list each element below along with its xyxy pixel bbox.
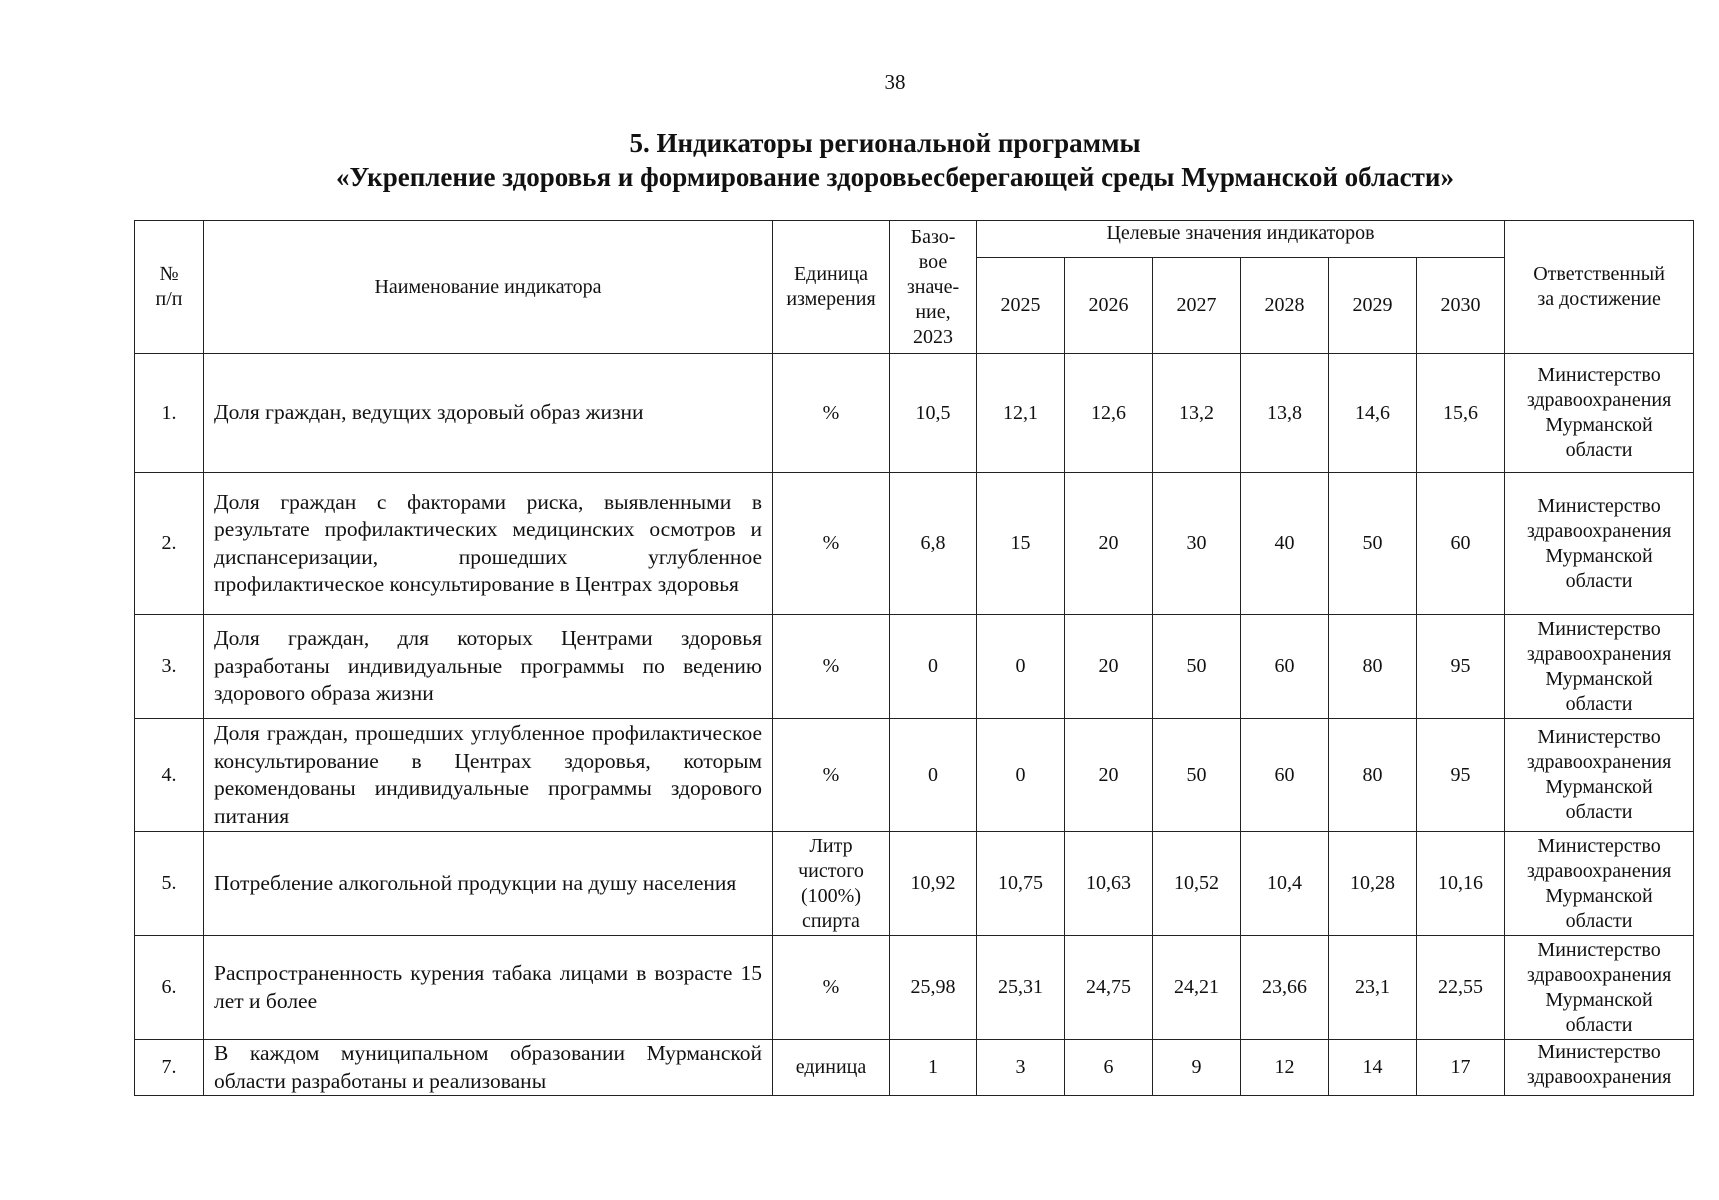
target-value: 15 — [977, 473, 1065, 615]
target-value: 95 — [1417, 615, 1505, 719]
header-year: 2025 — [977, 258, 1065, 354]
table-row — [135, 936, 1694, 1040]
unit: % — [773, 473, 890, 615]
target-value: 6 — [1065, 1040, 1153, 1096]
indicators-table — [134, 220, 1694, 1096]
target-value: 10,75 — [977, 832, 1065, 936]
base-value: 10,5 — [890, 354, 977, 473]
target-value: 15,6 — [1417, 354, 1505, 473]
table-row — [135, 719, 1694, 832]
section-title: 5. Индикаторы региональной программы — [629, 128, 1141, 158]
responsible: Министерство здравоохранения Мурманской области — [1505, 354, 1694, 473]
target-value: 80 — [1329, 615, 1417, 719]
base-value: 6,8 — [890, 473, 977, 615]
responsible: Министерство здравоохранения Мурманской области — [1505, 719, 1694, 832]
indicator-name: Потребление алкогольной продукции на душу населения — [204, 832, 773, 936]
target-value: 22,55 — [1417, 936, 1505, 1040]
target-value: 95 — [1417, 719, 1505, 832]
target-value: 14,6 — [1329, 354, 1417, 473]
unit: Литр чистого (100%) спирта — [773, 832, 890, 936]
responsible: Министерство здравоохранения Мурманской области — [1505, 473, 1694, 615]
table-row — [135, 354, 1694, 473]
base-value: 10,92 — [890, 832, 977, 936]
target-value: 9 — [1153, 1040, 1241, 1096]
base-value: 1 — [890, 1040, 977, 1096]
header-year: 2030 — [1417, 258, 1505, 354]
target-value: 14 — [1329, 1040, 1417, 1096]
program-title: «Укрепление здоровья и формирование здоровьесберегающей среды Мурманской области» — [336, 162, 1454, 192]
target-value: 40 — [1241, 473, 1329, 615]
header-year: 2029 — [1329, 258, 1417, 354]
header-num: № п/п — [135, 221, 204, 354]
target-value: 12 — [1241, 1040, 1329, 1096]
indicator-name: Доля граждан с факторами риска, выявленными в результате профилактических медицинских осмотров и диспансеризации, прошедших углубленное профилактическое консультирование в Центрах здоровья — [204, 473, 773, 615]
target-value: 50 — [1153, 719, 1241, 832]
target-value: 20 — [1065, 473, 1153, 615]
indicator-name: В каждом муниципальном образовании Мурманской области разработаны и реализованы — [204, 1040, 773, 1096]
indicator-name: Распространенность курения табака лицами в возрасте 15 лет и более — [204, 936, 773, 1040]
header-unit: Единица измерения — [773, 221, 890, 354]
target-value: 50 — [1329, 473, 1417, 615]
table-row — [135, 615, 1694, 719]
table-row — [135, 1040, 1694, 1096]
target-value: 23,66 — [1241, 936, 1329, 1040]
target-value: 50 — [1153, 615, 1241, 719]
header-target-values: Целевые значения индикаторов — [977, 221, 1505, 258]
target-value: 10,52 — [1153, 832, 1241, 936]
target-value: 20 — [1065, 615, 1153, 719]
target-value: 13,8 — [1241, 354, 1329, 473]
target-value: 3 — [977, 1040, 1065, 1096]
row-num: 7. — [135, 1040, 204, 1096]
responsible: Министерство здравоохранения Мурманской области — [1505, 615, 1694, 719]
row-num: 3. — [135, 615, 204, 719]
unit: % — [773, 936, 890, 1040]
target-value: 10,16 — [1417, 832, 1505, 936]
responsible: Министерство здравоохранения Мурманской области — [1505, 832, 1694, 936]
row-num: 5. — [135, 832, 204, 936]
responsible: Министерство здравоохранения Мурманской области — [1505, 936, 1694, 1040]
target-value: 24,75 — [1065, 936, 1153, 1040]
target-value: 17 — [1417, 1040, 1505, 1096]
target-value: 80 — [1329, 719, 1417, 832]
header-indicator-name: Наименование индикатора — [204, 221, 773, 354]
target-value: 10,63 — [1065, 832, 1153, 936]
unit: единица — [773, 1040, 890, 1096]
target-value: 25,31 — [977, 936, 1065, 1040]
target-value: 20 — [1065, 719, 1153, 832]
indicator-name: Доля граждан, ведущих здоровый образ жизни — [204, 354, 773, 473]
header-responsible: Ответственный за достижение — [1505, 221, 1694, 354]
unit: % — [773, 615, 890, 719]
header-base-value: Базо- вое значе- ние, 2023 — [890, 221, 977, 354]
base-value: 25,98 — [890, 936, 977, 1040]
target-value: 60 — [1241, 615, 1329, 719]
unit: % — [773, 354, 890, 473]
target-value: 24,21 — [1153, 936, 1241, 1040]
page-number: 38 — [884, 70, 906, 94]
header-year: 2027 — [1153, 258, 1241, 354]
unit: % — [773, 719, 890, 832]
row-num: 2. — [135, 473, 204, 615]
target-value: 30 — [1153, 473, 1241, 615]
row-num: 4. — [135, 719, 204, 832]
target-value: 60 — [1241, 719, 1329, 832]
target-value: 13,2 — [1153, 354, 1241, 473]
base-value: 0 — [890, 615, 977, 719]
target-value: 10,4 — [1241, 832, 1329, 936]
row-num: 1. — [135, 354, 204, 473]
responsible: Министерство здравоохранения — [1505, 1040, 1694, 1096]
indicator-name: Доля граждан, прошедших углубленное профилактическое консультирование в Центрах здоровья, которым рекомендованы индивидуальные программы здорового питания — [204, 719, 773, 832]
target-value: 0 — [977, 615, 1065, 719]
target-value: 10,28 — [1329, 832, 1417, 936]
target-value: 60 — [1417, 473, 1505, 615]
indicator-name: Доля граждан, для которых Центрами здоровья разработаны индивидуальные программы по ведению здорового образа жизни — [204, 615, 773, 719]
header-year: 2028 — [1241, 258, 1329, 354]
row-num: 6. — [135, 936, 204, 1040]
target-value: 0 — [977, 719, 1065, 832]
target-value: 23,1 — [1329, 936, 1417, 1040]
target-value: 12,1 — [977, 354, 1065, 473]
table-row — [135, 473, 1694, 615]
table-row — [135, 832, 1694, 936]
header-year: 2026 — [1065, 258, 1153, 354]
base-value: 0 — [890, 719, 977, 832]
target-value: 12,6 — [1065, 354, 1153, 473]
